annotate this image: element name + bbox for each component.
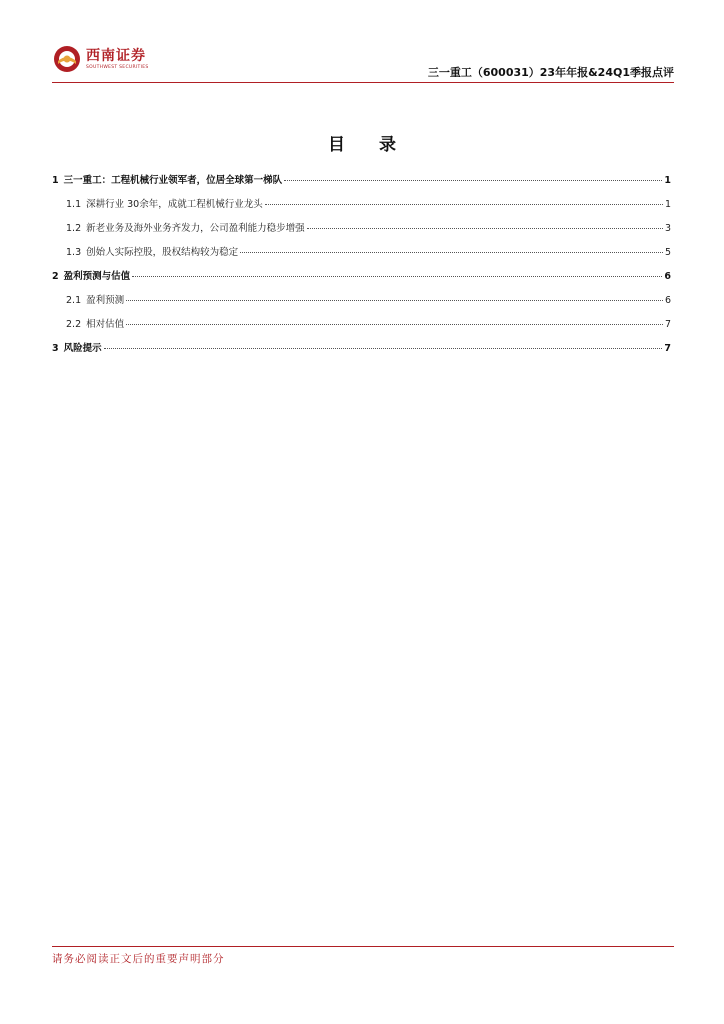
- company-logo: [52, 42, 162, 76]
- toc-item-page: 7: [664, 343, 671, 354]
- logo-text: 西南证券: [86, 48, 146, 64]
- toc-item[interactable]: [52, 196, 671, 210]
- toc-item-label: 新老业务及海外业务齐发力，公司盈利能力稳步增强: [86, 223, 305, 234]
- report-title: 三一重工（600031）23年年报&24Q1季报点评: [427, 66, 674, 79]
- toc-item-page: 5: [664, 247, 671, 258]
- toc-item-number: 1: [52, 175, 59, 186]
- toc-item[interactable]: [52, 316, 671, 330]
- toc-leader: [307, 228, 663, 229]
- toc-item-label: 创始人实际控股，股权结构较为稳定: [86, 247, 239, 258]
- toc-item[interactable]: [52, 268, 671, 282]
- toc-item[interactable]: [52, 292, 671, 306]
- toc-item-page: 3: [664, 223, 671, 234]
- page-header: [52, 40, 674, 83]
- toc-item[interactable]: [52, 340, 671, 354]
- toc-item-number: 2.1: [66, 295, 82, 306]
- toc-item-label: 盈利预测与估值: [63, 271, 131, 282]
- toc-item[interactable]: [52, 172, 671, 186]
- toc-item[interactable]: [52, 220, 671, 234]
- footer-divider: [52, 946, 674, 947]
- logo-subtext: SOUTHWEST SECURITIES: [86, 65, 149, 70]
- toc-leader: [126, 300, 663, 301]
- toc-item-number: 1.3: [66, 247, 82, 258]
- toc-item-label: 三一重工：工程机械行业领军者，位居全球第一梯队: [63, 175, 283, 186]
- toc-leader: [126, 324, 663, 325]
- toc-item-page: 6: [664, 295, 671, 306]
- toc-item-label: 深耕行业 30余年，成就工程机械行业龙头: [86, 199, 263, 210]
- toc-item-number: 2.2: [66, 319, 82, 330]
- footer-notice: 请务必阅读正文后的重要声明部分: [52, 953, 225, 965]
- toc-item-label: 风险提示: [63, 343, 102, 354]
- logo-mark-icon: [52, 44, 82, 74]
- toc-item-number: 2: [52, 271, 59, 282]
- toc-item-page: 1: [664, 199, 671, 210]
- toc-leader: [284, 180, 662, 181]
- toc-item-page: 6: [664, 271, 671, 282]
- toc-item-number: 1.2: [66, 223, 82, 234]
- toc-item-label: 相对估值: [86, 319, 125, 330]
- toc-item-label: 盈利预测: [86, 295, 125, 306]
- toc-leader: [265, 204, 663, 205]
- toc-item[interactable]: [52, 244, 671, 258]
- toc-item-page: 1: [664, 175, 671, 186]
- toc-item-page: 7: [664, 319, 671, 330]
- table-of-contents: [52, 172, 671, 354]
- toc-item-number: 1.1: [66, 199, 82, 210]
- toc-leader: [104, 348, 663, 349]
- toc-leader: [132, 276, 662, 277]
- toc-leader: [240, 252, 663, 253]
- toc-title: 目 录: [328, 135, 410, 155]
- toc-item-number: 3: [52, 343, 59, 354]
